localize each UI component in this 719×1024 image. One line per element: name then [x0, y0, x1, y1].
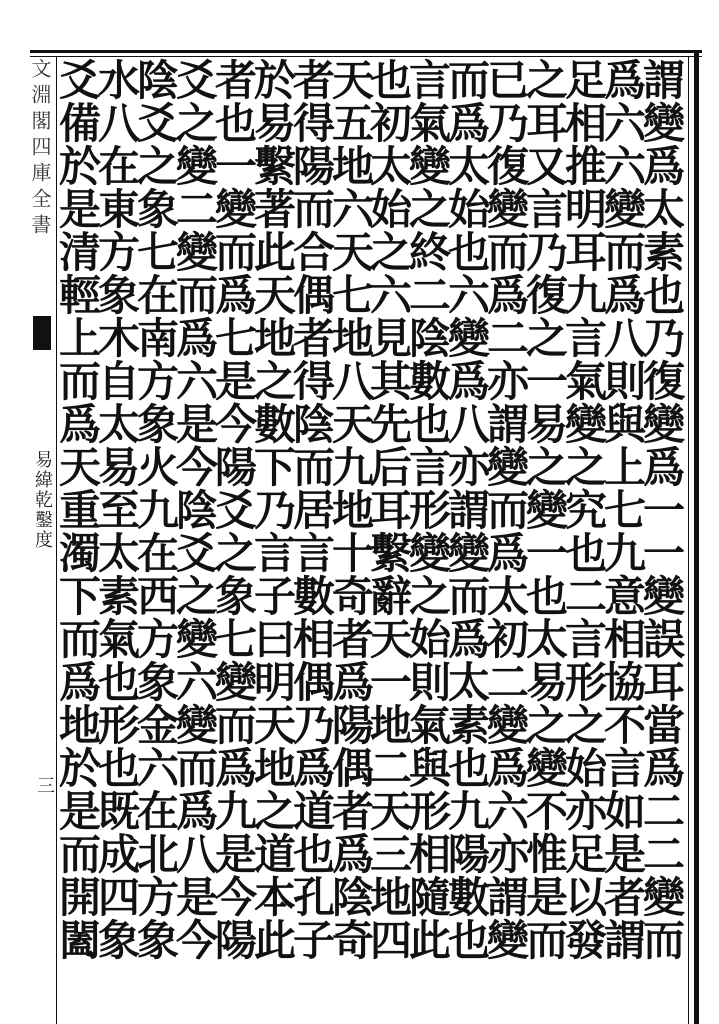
text-column: 足相推明耳九言氣變之究也二言形之始亦足以發: [559, 58, 608, 961]
text-column: 而爲太始也六變爲八亦謂變而爲太素也九陽數也: [442, 58, 491, 961]
text-column: 言氣變之終二陰數也言形變之始則氣與形相隨此: [403, 58, 452, 961]
text-column: 於易繫著此天地之數下乃言子曰明天地之道本此: [248, 58, 297, 961]
text-column: 爲六六變而爲八則與上七九意相協不言如是者謂: [598, 58, 647, 961]
main-text-block: [53, 58, 686, 1013]
gutter-header-text: 文淵閣四庫全書: [28, 58, 52, 240]
text-column: 之耳又言乃復之一易之變一也太易之變不惟是而: [520, 58, 569, 961]
text-column: 已乃復變而爲二亦謂變而爲太初二變爲六亦謂變: [481, 58, 530, 961]
right-border-rule-inner: [688, 56, 689, 1024]
page-number: 三: [34, 776, 55, 794]
right-border-rule: [694, 50, 699, 1024]
text-column: 天五地六天七地八天九地十奇者爲陽偶者爲陰奇: [326, 58, 375, 961]
top-border-rule-inner: [30, 56, 702, 57]
fish-tail-mark: [33, 316, 51, 350]
text-column: 陰爻之象七在南方象火九在西方象金六在北方象: [131, 58, 180, 961]
text-column: 爻之變二變而爲六是今陰爻之變六變而爲八是今: [170, 58, 219, 961]
gutter-book-title: 易緯乾鑿度: [32, 450, 53, 550]
text-column: 者得陽而合偶者得陰而居言數相偶乃爲道也孔子: [287, 58, 336, 961]
text-column: 爻備於是清輕上而爲天重濁下而爲地於是而開闔: [53, 58, 102, 961]
text-column: 也初太始之六見其先后耳繫辭天一地二天三地四: [364, 58, 413, 961]
text-column: 水八在東方象木自太易至太素氣也形也既成四象: [92, 58, 141, 961]
text-column: 謂變爲太素也乃復變爲一一變誤耳當爲二二變而: [637, 58, 686, 961]
top-border-rule: [30, 50, 702, 53]
text-column: 者也一變而爲七是今陽爻之象七變而爲九是今陽: [209, 58, 258, 961]
